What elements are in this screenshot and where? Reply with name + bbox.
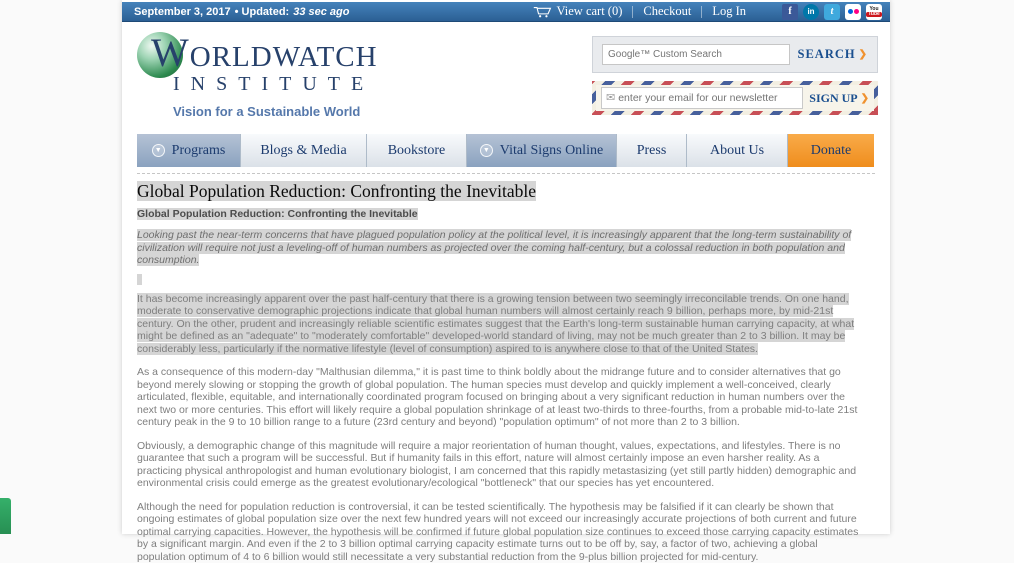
article-content [137, 173, 875, 563]
twitter-icon[interactable]: t [824, 4, 840, 20]
logo-subtitle: INSTITUTE [151, 72, 467, 96]
nav-item-press[interactable] [617, 134, 687, 167]
nav-label: Donate [811, 143, 851, 159]
logo-tagline: Vision for a Sustainable World [151, 104, 467, 119]
feedback-tab[interactable] [0, 498, 11, 534]
view-cart-link[interactable] [523, 4, 633, 19]
youtube-icon[interactable]: You Tube [866, 4, 882, 20]
nav-item-programs[interactable] [137, 134, 241, 167]
chevron-down-icon: ▼ [480, 144, 493, 157]
worldwatch-logo[interactable] [137, 30, 467, 124]
nav-item-bookstore[interactable] [367, 134, 467, 167]
nav-label: Blogs & Media [260, 143, 346, 159]
newsletter-email-input[interactable] [618, 92, 798, 104]
page-container [122, 0, 890, 534]
main-nav [137, 134, 875, 167]
nav-item-about-us[interactable] [687, 134, 788, 167]
article-paragraph: It has become increasingly apparent over the past half-century that there is a growing tension between two seemingly irreconcilable trends. On one hand, moderate to conservative demographic projections indicate that global human numbers will almost certainly reach 9 billion, perhaps more, by mid-21st century. On the other, prudent and increasingly reliable scientific estimates suggest that the Earth's long-term sustainable human carrying capacity, at what might be defined as an "adequate" to "moderately comfortable" developed-world standard of living, may not be much greater than 2 to 3 billion. It may be considerably less, particularly if the normative lifestyle (level of consumption) aspired to is anywhere close to that of the United States. [137, 293, 861, 356]
nav-label: Bookstore [388, 143, 446, 159]
logo-title: WORLDWATCH [151, 38, 467, 72]
search-button[interactable] [798, 47, 868, 62]
selection-artifact [137, 274, 142, 285]
nav-item-blogs-media[interactable] [241, 134, 367, 167]
view-cart-label: View cart (0) [557, 4, 623, 19]
nav-label: Vital Signs Online [500, 143, 603, 159]
signup-button[interactable] [809, 91, 869, 106]
nav-item-donate[interactable] [788, 134, 874, 167]
article-subtitle: Global Population Reduction: Confronting the Inevitable [137, 208, 861, 220]
arrow-right-icon: ❯ [859, 49, 868, 60]
top-utility-bar [122, 2, 890, 22]
site-header [122, 22, 890, 128]
arrow-right-icon: ❯ [861, 93, 869, 104]
social-links [782, 4, 882, 20]
nav-label: Press [637, 143, 667, 159]
cart-icon [533, 5, 552, 18]
updated-ago: 33 sec ago [293, 6, 349, 18]
date-status [134, 6, 349, 18]
article-paragraph: As a consequence of this modern-day "Malthusian dilemma," it is past time to think boldly about the midrange future and to consider alternatives that go beyond merely slowing or stopping the growth of global population. The human species must develop and quickly implement a well-conceived, clearly articulated, flexible, equitable, and internationally coordinated program focused on bringing about a very significant reduction in human numbers over the next two or more centuries. This effort will likely require a global population shrinkage of at least two-thirds to three-fourths, from a probable mid-to-late 21st century peak in the 9 to 10 billion range to a future (23rd century and beyond) "population optimum" of not more than 2 to 3 billion. [137, 366, 861, 429]
facebook-icon[interactable]: f [782, 4, 798, 20]
newsletter-panel [592, 81, 878, 115]
article-paragraph: Obviously, a demographic change of this magnitude will require a major reorientation of human thought, values, expectations, and lifestyles. There is no guarantee that such a program will be successful. But if humanity fails in this effort, nature will almost certainly impose an even harsher reality. As a practicing physical anthropologist and human evolutionary biologist, I am concerned that this rapidly metastasizing (yet still partly hidden) demographic and environmental crisis could emerge as the greatest evolutionary/ecological "bottleneck" that our species has yet encountered. [137, 440, 861, 490]
nav-label: Programs [172, 143, 226, 159]
current-date: September 3, 2017 [134, 6, 231, 18]
login-link[interactable]: Log In [702, 4, 756, 19]
signup-button-label: SIGN UP [809, 91, 857, 106]
search-input[interactable] [602, 44, 790, 65]
nav-item-vital-signs-online[interactable] [467, 134, 617, 167]
chevron-down-icon: ▼ [152, 144, 165, 157]
search-panel [592, 36, 878, 73]
linkedin-icon[interactable]: in [803, 4, 819, 20]
search-button-label: SEARCH [798, 47, 856, 62]
updated-label: • Updated: [235, 6, 290, 18]
flickr-icon[interactable] [845, 4, 861, 20]
page-title: Global Population Reduction: Confronting the Inevitable [137, 181, 861, 201]
nav-label: About Us [710, 143, 764, 159]
article-intro: Looking past the near-term concerns that have plagued population policy at the political level, it is increasingly apparent that the long-term sustainability of civilization will require not just a leveling-off of human numbers as projected over the coming half-century, but a colossal reduction in both population and consumption. [137, 229, 861, 267]
checkout-link[interactable]: Checkout [633, 4, 701, 19]
envelope-icon: ✉ [606, 93, 615, 104]
article-paragraph: Although the need for population reduction is controversial, it can be tested scientifically. The hypothesis may be falsified if it can clearly be shown that ongoing estimates of global population size over the next few hundred years will not exceed our increasingly accurate projections of both current and future optimal carrying capacities. However, the hypothesis will be confirmed if future global population size continues to exceed those carrying capacity estimates by a significant margin. And even if the 2 to 3 billion optimal carrying capacity estimate turns out to be off by, say, a factor of two, achieving a global population optimum of 4 to 6 billion would still necessitate a very substantial reduction from the 9-plus billion projected for mid-century. [137, 501, 861, 563]
